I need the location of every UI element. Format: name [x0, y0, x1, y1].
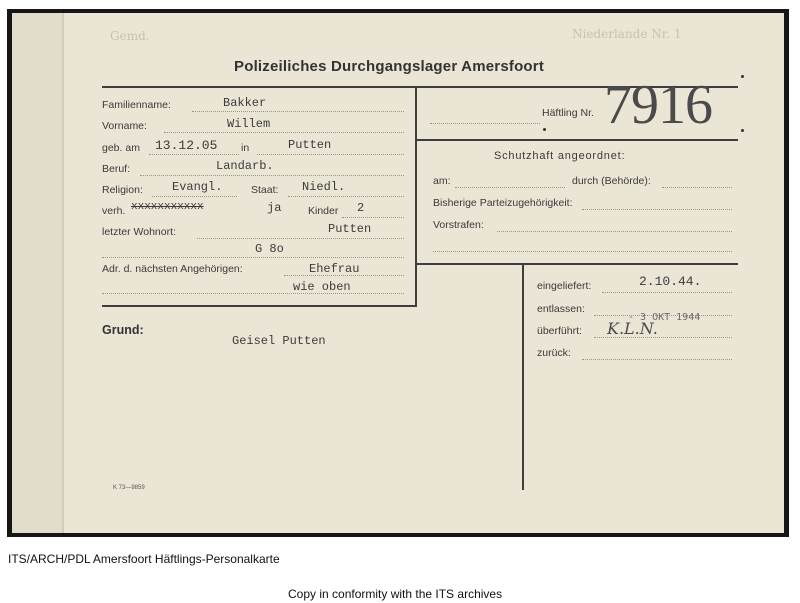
lower-right-column-rule: [522, 265, 524, 490]
geb-label: geb. am: [102, 142, 140, 154]
angehoerigen-value-2: wie oben: [293, 280, 351, 294]
wohnort-dots: [197, 238, 404, 239]
verh-struck-text: xxxxxxxxxxx: [131, 201, 204, 213]
geb-dots: [149, 154, 239, 155]
eingeliefert-value: 2.10.44.: [639, 274, 702, 289]
verh-value: ja: [267, 201, 282, 215]
am-label: am:: [433, 175, 451, 187]
wohnort-label: letzter Wohnort:: [102, 226, 176, 238]
personal-card: [12, 13, 784, 533]
form-code: K 73—9859: [113, 485, 145, 491]
vorstrafen-label: Vorstrafen:: [433, 219, 484, 231]
familienname-dots: [192, 111, 404, 112]
vorstrafen-dots-2: [433, 251, 732, 252]
dot-mark: [543, 128, 546, 131]
faint-top-right-text: Niederlande Nr. 1: [572, 27, 682, 41]
religion-dots: [152, 196, 237, 197]
familienname-value: Bakker: [223, 96, 267, 110]
kinder-label: Kinder: [308, 205, 339, 217]
durch-dots: [662, 187, 732, 188]
partei-label: Bisherige Parteizugehörigkeit:: [433, 197, 573, 209]
grund-label: Grund:: [102, 323, 144, 337]
familienname-label: Familienname:: [102, 99, 171, 111]
haeftling-dots-left: [430, 123, 540, 124]
eingeliefert-label: eingeliefert:: [537, 280, 592, 292]
religion-label: Religion:: [102, 184, 143, 196]
archive-caption: ITS/ARCH/PDL Amersfoort Häftlings-Personalkarte: [8, 552, 280, 566]
angehoerigen-label: Adr. d. nächsten Angehörigen:: [102, 263, 243, 275]
angehoerigen-dots-2: [102, 293, 404, 294]
kinder-dots: [342, 217, 404, 218]
kinder-value: 2: [357, 201, 365, 215]
staat-value: Niedl.: [302, 180, 346, 194]
wohnort-value-1: Putten: [328, 222, 372, 236]
staat-dots: [288, 196, 404, 197]
wohnort-dots-2: [102, 257, 404, 258]
beruf-label: Beruf:: [102, 163, 131, 175]
am-dots: [455, 187, 565, 188]
vorname-value: Willem: [227, 117, 271, 131]
vorname-dots: [164, 132, 404, 133]
left-box-bottom-rule: [102, 305, 417, 307]
religion-value: Evangl.: [172, 180, 223, 194]
dot-mark: [741, 75, 744, 78]
angehoerigen-value-1: Ehefrau: [309, 262, 360, 276]
card-strip-edge: [62, 13, 64, 533]
ueberfuehrt-label: überführt:: [537, 325, 582, 337]
geb-ort-value: Putten: [288, 138, 332, 152]
faint-top-left-text: Gemd.: [110, 29, 150, 43]
staat-label: Staat:: [251, 184, 279, 196]
wohnort-value-2: G 8o: [255, 242, 284, 256]
geb-ort-dots: [257, 154, 404, 155]
geb-date-value: 13.12.05: [155, 138, 218, 153]
entlassen-label: entlassen:: [537, 303, 585, 315]
ueberfuehrt-value: K.L.N.: [607, 319, 658, 338]
conformity-notice: Copy in conformity with the ITS archives: [288, 587, 503, 601]
grund-value: Geisel Putten: [232, 334, 326, 348]
geb-in-label: in: [241, 142, 250, 154]
durch-label: durch (Behörde):: [572, 175, 651, 187]
haeftling-label: Häftling Nr.: [542, 107, 594, 119]
schutzhaft-label: Schutzhaft angeordnet:: [494, 150, 626, 162]
zurueck-label: zurück:: [537, 347, 571, 359]
right-upper-rule: [417, 139, 738, 141]
beruf-dots: [140, 175, 404, 176]
beruf-value: Landarb.: [216, 159, 274, 173]
entlassen-stamp: - 3 OKT 1944: [628, 312, 701, 323]
verh-label: verh.: [102, 205, 126, 217]
zurueck-dots: [582, 359, 732, 360]
vorstrafen-dots: [497, 231, 732, 232]
right-middle-rule: [417, 263, 738, 265]
dot-mark: [741, 129, 744, 132]
partei-dots: [582, 209, 732, 210]
card-left-strip: [12, 13, 62, 533]
card-title: Polizeiliches Durchgangslager Amersfoort: [234, 58, 545, 75]
vorname-label: Vorname:: [102, 120, 147, 132]
left-box-right-rule: [415, 86, 417, 306]
haeftling-number: 7916: [604, 74, 712, 136]
eingeliefert-dots: [602, 292, 732, 293]
